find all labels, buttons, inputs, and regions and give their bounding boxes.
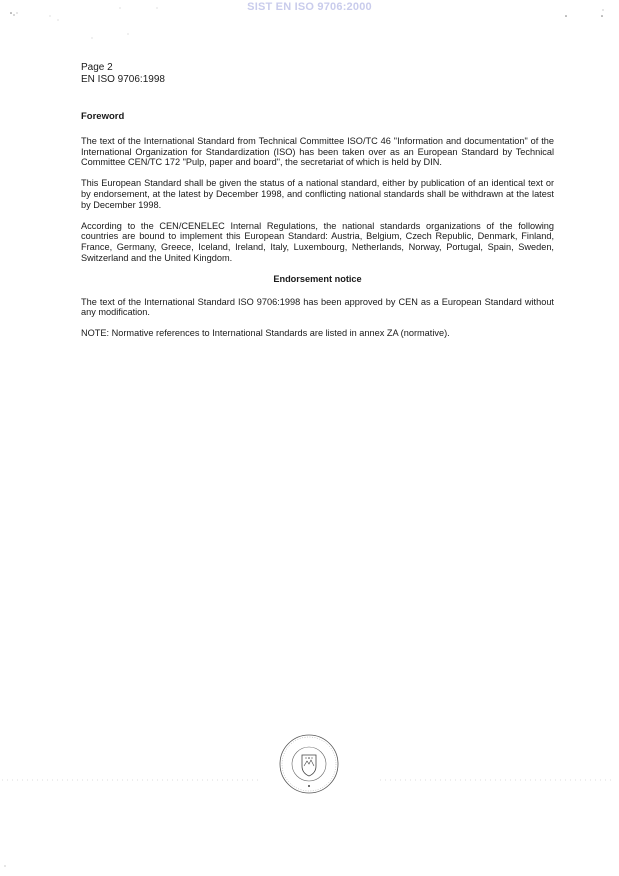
endorsement-paragraph: The text of the International Standard ISO 9706:1998 has been approved by CEN as a European Standard without any modification. xyxy=(81,296,554,318)
official-seal-icon xyxy=(278,733,340,795)
standard-reference: EN ISO 9706:1998 xyxy=(81,74,165,85)
foreword-paragraph: This European Standard shall be given the status of a national standard, either by publication of an identical text or by endorsement, at the latest by December 1998, and conflicting national standards shall be withdrawn at the latest by December 1998. xyxy=(81,178,554,210)
foreword-heading: Foreword xyxy=(81,111,125,122)
foreword-paragraph: The text of the International Standard from Technical Committee ISO/TC 46 "Information and documentation" of the International Organization for Standardization (ISO) has been taken over as an European Standard by Technical Committee CEN/TC 172 "Pulp, paper and board", the secretariat of which is held by DIN. xyxy=(81,135,554,168)
document-body xyxy=(81,112,554,349)
page-number: Page 2 xyxy=(81,62,113,73)
endorsement-heading: Endorsement notice xyxy=(273,273,362,284)
page-header xyxy=(81,62,165,86)
foreword-paragraph: According to the CEN/CENELEC Internal Regulations, the national standards organizations of the following countries are bound to implement this European Standard: Austria, Belgium, Czech Republic, Denmark, Finland, France, Germany, Greece, Iceland, Ireland, Italy, Luxembourg, Netherlands, Norway, Portugal, Spain, Sweden, Switzerland and the United Kingdom. xyxy=(81,220,554,263)
note-paragraph: NOTE: Normative references to International Standards are listed in annex ZA (normative). xyxy=(81,328,450,339)
watermark: SIST EN ISO 9706:2000 xyxy=(247,1,372,13)
scan-margin-line xyxy=(0,778,619,782)
